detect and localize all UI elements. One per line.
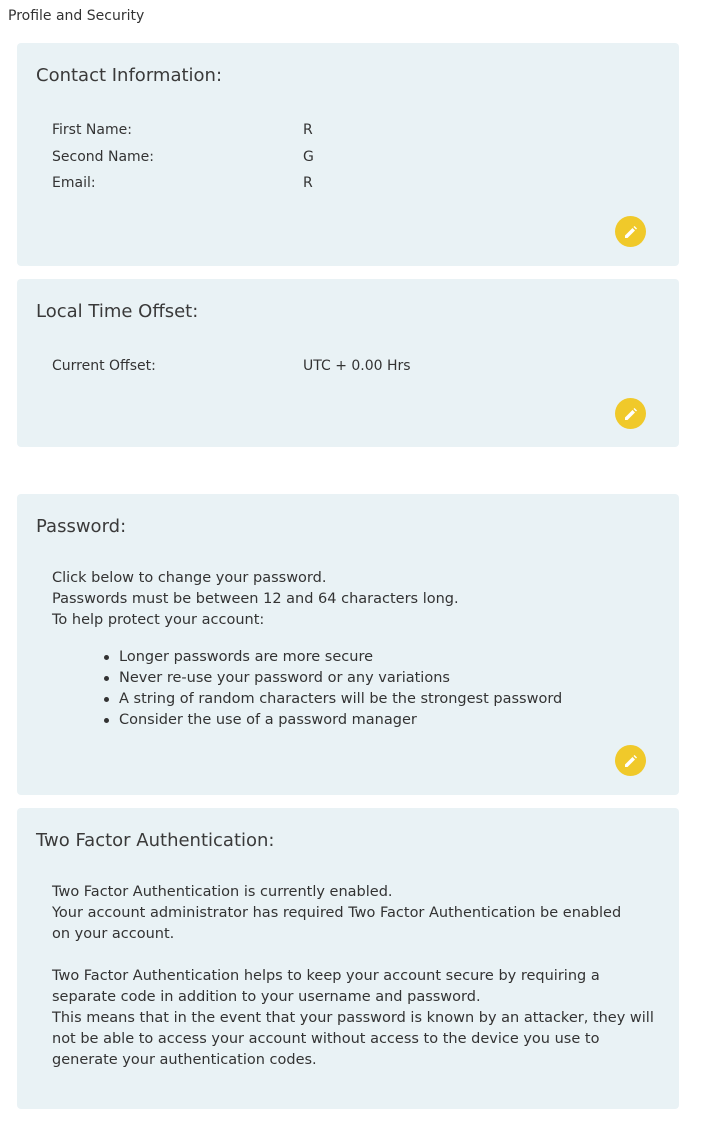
first-name-label: First Name:	[52, 122, 132, 138]
second-name-label: Second Name:	[52, 149, 154, 165]
contact-information-card	[17, 43, 679, 266]
email-value: R	[303, 175, 313, 191]
two-factor-explanation	[52, 966, 662, 1071]
status-line: on your account.	[52, 926, 175, 942]
password-tips-list	[101, 647, 562, 731]
list-item: Consider the use of a password manager	[101, 710, 562, 731]
current-offset-value: UTC + 0.00 Hrs	[303, 358, 411, 374]
email-row	[52, 175, 652, 195]
explanation-line: not be able to access your account without access to the device you use to	[52, 1031, 600, 1047]
card-title: Local Time Offset:	[36, 301, 199, 322]
email-label: Email:	[52, 175, 96, 191]
current-offset-row	[52, 358, 652, 378]
pencil-icon	[623, 224, 639, 240]
instruction-line: Click below to change your password.	[52, 570, 327, 586]
page-title: Profile and Security	[8, 8, 145, 24]
pencil-icon	[623, 753, 639, 769]
edit-time-offset-button[interactable]	[615, 398, 646, 429]
second-name-row	[52, 149, 652, 169]
instruction-line: Passwords must be between 12 and 64 characters long.	[52, 591, 459, 607]
second-name-value: G	[303, 149, 314, 165]
card-title: Contact Information:	[36, 65, 223, 86]
first-name-row	[52, 122, 652, 142]
two-factor-status	[52, 882, 662, 945]
password-instructions	[52, 568, 662, 631]
status-line: Two Factor Authentication is currently enabled.	[52, 884, 393, 900]
first-name-value: R	[303, 122, 313, 138]
list-item: Never re-use your password or any variations	[101, 668, 562, 689]
card-title: Two Factor Authentication:	[36, 830, 275, 851]
edit-contact-button[interactable]	[615, 216, 646, 247]
explanation-line: Two Factor Authentication helps to keep your account secure by requiring a	[52, 968, 600, 984]
status-line: Your account administrator has required Two Factor Authentication be enabled	[52, 905, 622, 921]
explanation-line: generate your authentication codes.	[52, 1052, 317, 1068]
pencil-icon	[623, 406, 639, 422]
explanation-line: separate code in addition to your username and password.	[52, 989, 481, 1005]
current-offset-label: Current Offset:	[52, 358, 156, 374]
instruction-line: To help protect your account:	[52, 612, 265, 628]
change-password-button[interactable]	[615, 745, 646, 776]
list-item: Longer passwords are more secure	[101, 647, 562, 668]
card-title: Password:	[36, 516, 127, 537]
explanation-line: This means that in the event that your password is known by an attacker, they will	[52, 1010, 654, 1026]
local-time-offset-card	[17, 279, 679, 447]
password-card	[17, 494, 679, 795]
two-factor-authentication-card	[17, 808, 679, 1109]
list-item: A string of random characters will be the strongest password	[101, 689, 562, 710]
